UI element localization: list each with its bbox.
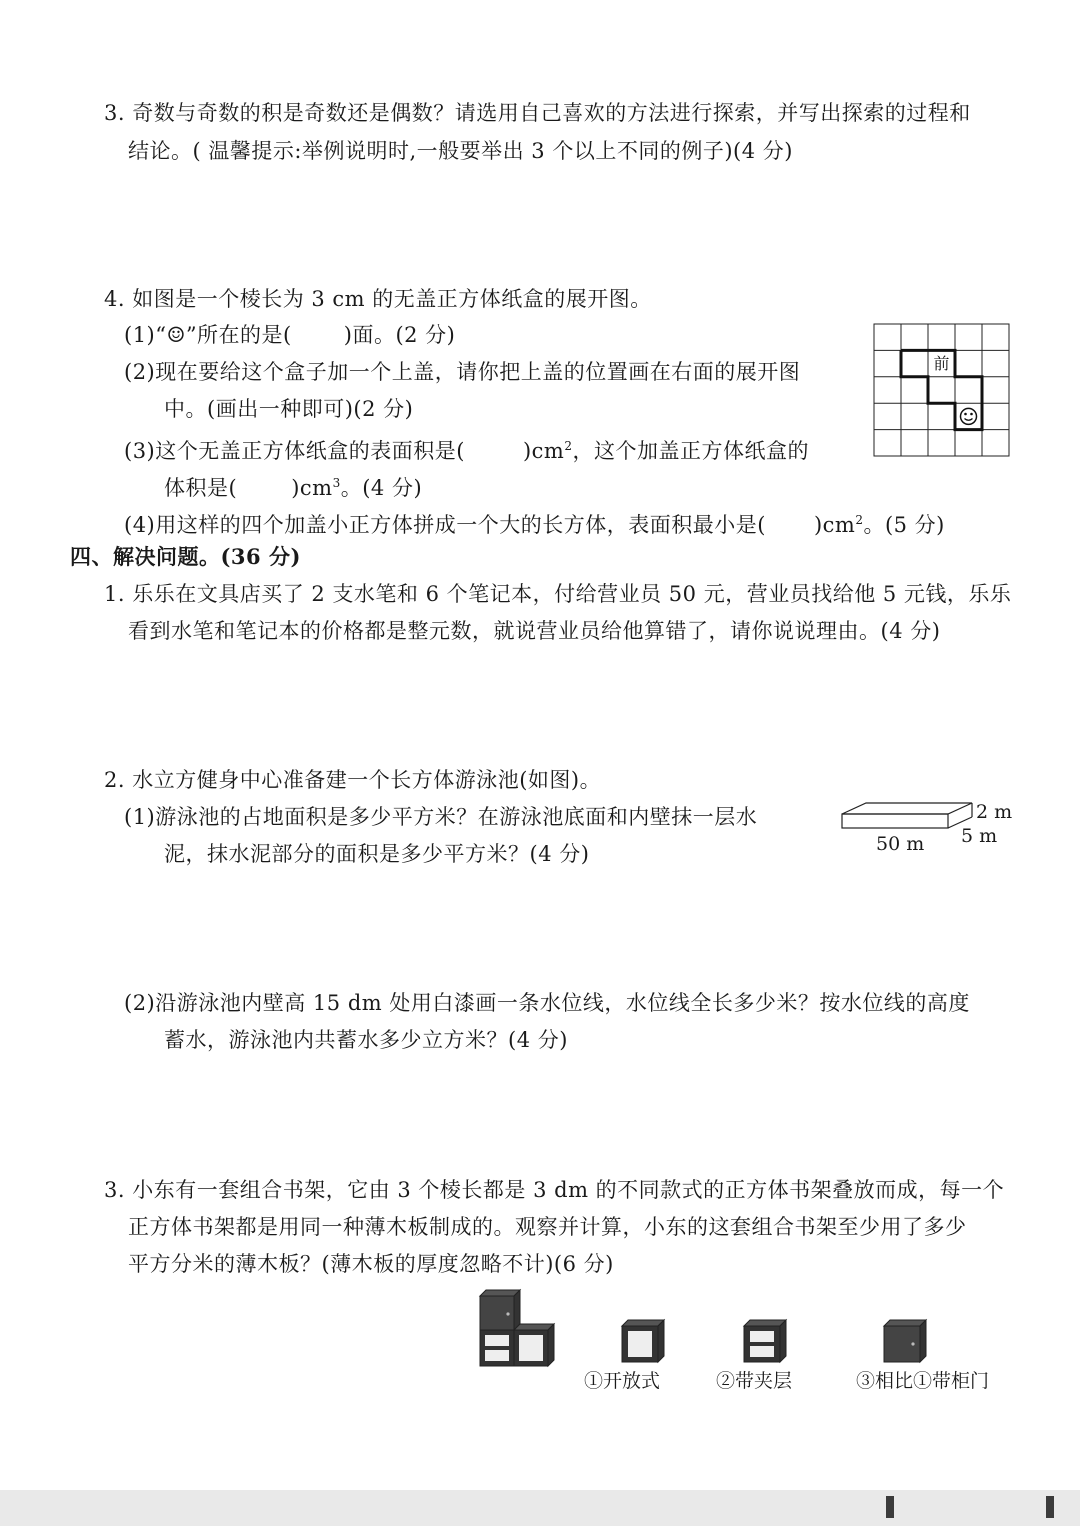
pool-width-label: 5 m — [961, 825, 998, 847]
s4-q2-part-2-line-2: 蓄水，游泳池内共蓄水多少立方米？(4 分) — [164, 1028, 568, 1052]
layered-shelf-label: ②带夹层 — [716, 1370, 793, 1392]
q4-part-3-line-2: 体积是( )$cm^3$。(4 分) — [164, 476, 423, 500]
q4-part-4: (4)用这样的四个加盖小正方体拼成一个大的长方体，表面积最小是( )$cm^2$。(5 分) — [124, 513, 945, 537]
q4-part-3-line-1: (3)这个无盖正方体纸盒的表面积是( )$cm^2$，这个加盖正方体纸盒的 — [124, 439, 809, 463]
s4-q2-part-2-line-1: (2)沿游泳池内壁高 15 dm 处用白漆画一条水位线，水位线全长多少米？按水位线的高度 — [124, 991, 970, 1015]
s4-q3-line-1: 3. 小东有一套组合书架，它由 3 个棱长都是 3 dm 的不同款式的正方体书架叠放而成，每一个 — [104, 1178, 1005, 1202]
q4-part-2-line-1: (2)现在要给这个盒子加一个上盖，请你把上盖的位置画在右面的展开图 — [124, 360, 801, 384]
pool-length-label: 50 m — [876, 833, 925, 855]
door-shelf-figure — [880, 1318, 930, 1364]
scroll-grip[interactable] — [886, 1496, 894, 1518]
smiley-face-icon — [961, 408, 977, 424]
bottom-toolbar — [0, 1490, 1080, 1526]
layered-shelf-figure — [740, 1318, 790, 1364]
open-shelf-label: ①开放式 — [584, 1370, 661, 1392]
s4-q2-part-1-line-2: 泥，抹水泥部分的面积是多少平方米？(4 分) — [164, 842, 590, 866]
q4-part-1: (1)“☺”所在的是( )面。(2 分) — [124, 323, 456, 347]
q3-line-2: 结论。( 温馨提示:举例说明时,一般要举出 3 个以上不同的例子)(4 分) — [128, 139, 793, 163]
section-4-heading: 四、解决问题。(36 分) — [70, 544, 301, 569]
open-shelf-figure — [618, 1318, 668, 1364]
front-face-label: 前 — [933, 354, 950, 373]
s4-q2-stem: 2. 水立方健身中心准备建一个长方体游泳池(如图)。 — [104, 768, 602, 792]
s4-q2-part-1-line-1: (1)游泳池的占地面积是多少平方米？在游泳池底面和内壁抹一层水 — [124, 805, 758, 829]
s4-q3-line-2: 正方体书架都是用同一种薄木板制成的。观察并计算，小东的这套组合书架至少用了多少 — [128, 1215, 967, 1239]
smiley-icon: ☺ — [166, 323, 186, 347]
q4-stem: 4. 如图是一个棱长为 3 cm 的无盖正方体纸盒的展开图。 — [104, 287, 652, 311]
scroll-grip[interactable] — [1046, 1496, 1054, 1518]
pool-height-label: 2 m — [976, 801, 1013, 823]
combined-bookshelf-figure — [474, 1288, 558, 1372]
door-shelf-label: ③相比①带柜门 — [856, 1370, 990, 1392]
s4-q1-line-2: 看到水笔和笔记本的价格都是整元数，就说营业员给他算错了，请你说说理由。(4 分) — [128, 619, 941, 643]
cube-net-grid[interactable] — [872, 322, 1012, 462]
s4-q1-line-1: 1. 乐乐在文具店买了 2 支水笔和 6 个笔记本，付给营业员 50 元，营业员找给他 5 元钱，乐乐 — [104, 582, 1012, 606]
s4-q3-line-3: 平方分米的薄木板？(薄木板的厚度忽略不计)(6 分) — [128, 1252, 614, 1276]
swimming-pool-figure — [838, 798, 978, 838]
q3-line-1: 3. 奇数与奇数的积是奇数还是偶数？请选用自己喜欢的方法进行探索，并写出探索的过程和 — [104, 101, 971, 125]
q4-part-2-line-2: 中。(画出一种即可)(2 分) — [164, 397, 414, 421]
